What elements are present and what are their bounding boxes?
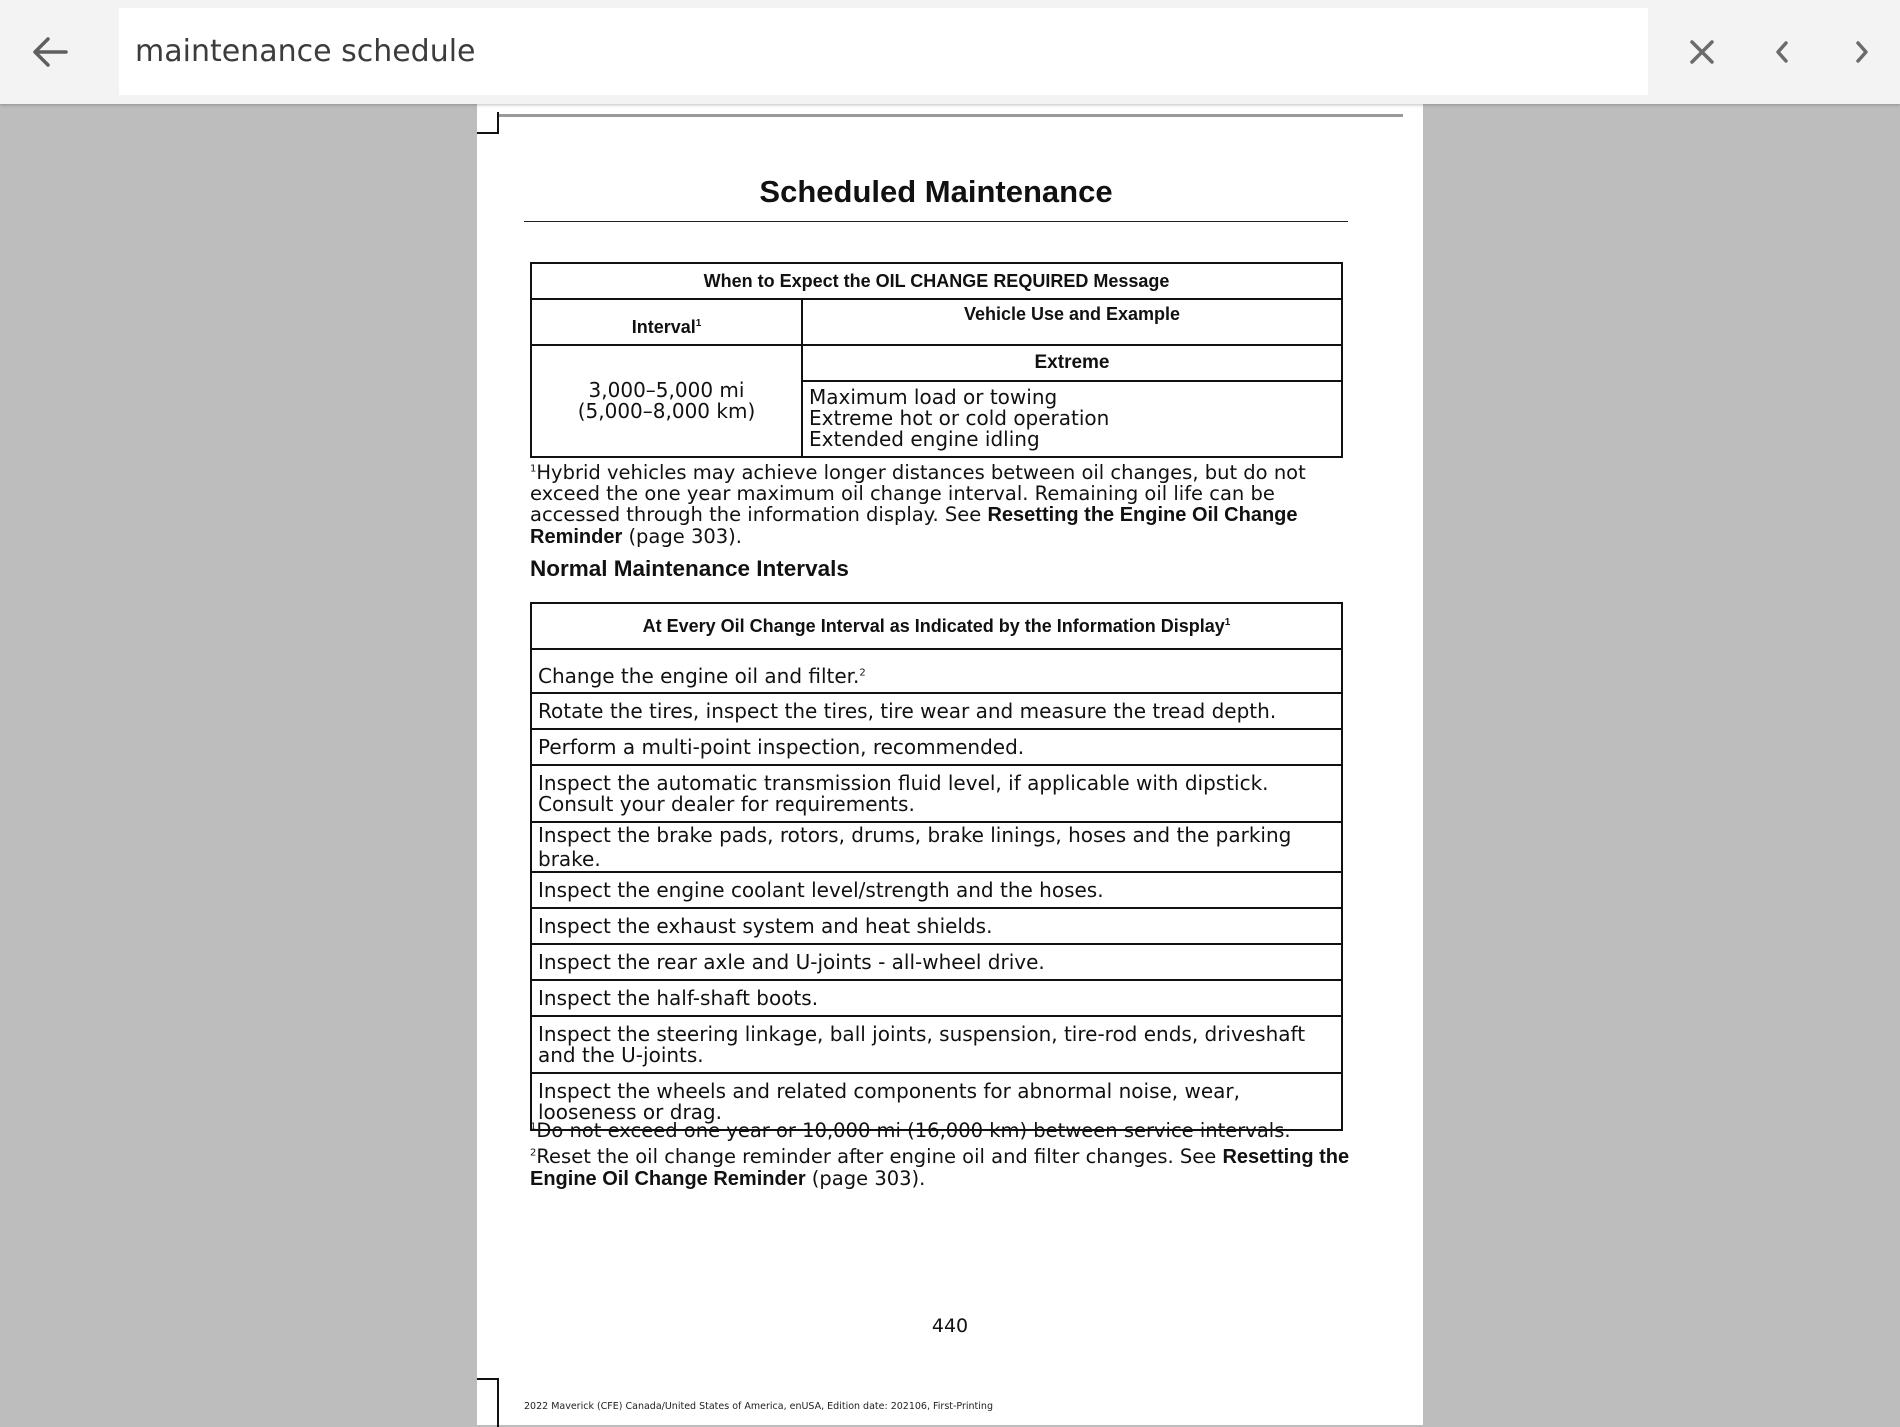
table-row: Rotate the tires, inspect the tires, tire wear and measure the tread depth.: [531, 693, 1342, 729]
footnote-marker: 1: [1224, 616, 1231, 628]
table-row: Inspect the exhaust system and heat shields.: [531, 908, 1342, 944]
interval-table-header-label: At Every Oil Change Interval as Indicated by the Information Display: [642, 615, 1225, 636]
footnote-text: Hybrid vehicles may achieve longer distances between oil changes, but do not exceed the one year maximum oil change interval. Remaining oil life can be accessed through the information display. See: [530, 461, 1306, 526]
interval-miles: 3,000–5,000 mi: [588, 378, 745, 402]
chevron-left-icon: [1773, 39, 1791, 65]
footnote-marker: 2: [859, 667, 866, 679]
footnote-marker: 1: [695, 318, 702, 329]
table-row: Inspect the engine coolant level/strength and the hoses.: [531, 872, 1342, 908]
crop-mark: [477, 112, 499, 134]
table-row: Inspect the half-shaft boots.: [531, 980, 1342, 1016]
example-item: Maximum load or towing: [809, 385, 1058, 409]
close-icon: [1689, 39, 1715, 65]
interval-cell: [531, 345, 802, 457]
footnote-text: Do not exceed one year or 10,000 mi (16,000 km) between service intervals.: [536, 1119, 1291, 1142]
previous-match-button[interactable]: [1756, 26, 1808, 78]
oil-table-footnote: [530, 462, 1350, 548]
maintenance-interval-table: [530, 602, 1343, 1131]
interval-footnote-2: [530, 1146, 1350, 1190]
interval-km: (5,000–8,000 km): [577, 399, 756, 423]
search-box[interactable]: [119, 8, 1648, 95]
table-row: Inspect the wheels and related components for abnormal noise, wear, looseness or drag.: [531, 1073, 1342, 1130]
table-row: [531, 649, 1342, 693]
page-number: 440: [931, 1315, 969, 1337]
example-item: Extreme hot or cold operation: [809, 406, 1110, 430]
next-match-button[interactable]: [1836, 26, 1888, 78]
footnote-marker: 1: [530, 1121, 537, 1133]
table-row-text: Change the engine oil and filter.: [538, 664, 860, 688]
table-caption: When to Expect the OIL CHANGE REQUIRED Message: [531, 263, 1342, 299]
column-header-vehicle-use: Vehicle Use and Example: [802, 299, 1342, 345]
back-button[interactable]: [24, 26, 76, 78]
find-toolbar: [0, 0, 1900, 104]
previous-page-edge: [497, 104, 1403, 117]
cross-reference-link[interactable]: Resetting the Engine Oil Change Reminder: [530, 504, 1298, 548]
table-row: Inspect the steering linkage, ball joints, suspension, tire-rod ends, driveshaft and the U-joints.: [531, 1016, 1342, 1073]
table-row: Inspect the automatic transmission fluid level, if applicable with dipstick. Consult your dealer for requirements.: [531, 765, 1342, 822]
document-page: [477, 104, 1423, 1425]
section-heading: Normal Maintenance Intervals: [530, 556, 849, 581]
search-input[interactable]: [133, 33, 1617, 70]
column-header-interval: [531, 299, 802, 345]
clear-search-button[interactable]: [1676, 26, 1728, 78]
table-row: Inspect the brake pads, rotors, drums, brake linings, hoses and the parking brake.: [531, 822, 1342, 872]
title-divider: [524, 221, 1348, 222]
cross-reference-link[interactable]: Resetting the Engine Oil Change Reminder: [530, 1146, 1350, 1190]
example-item: Extended engine idling: [809, 427, 1040, 451]
footnote-text: Reset the oil change reminder after engine oil and filter changes. See: [536, 1145, 1223, 1168]
chevron-right-icon: [1853, 39, 1871, 65]
table-row: Inspect the rear axle and U-joints - all-wheel drive.: [531, 944, 1342, 980]
category-cell: Extreme: [802, 345, 1342, 381]
oil-change-table: [530, 262, 1343, 458]
column-header-interval-label: Interval: [631, 317, 696, 337]
interval-footnote-1: [530, 1120, 1350, 1141]
table-row: Perform a multi-point inspection, recommended.: [531, 729, 1342, 765]
examples-cell: [802, 381, 1342, 457]
footnote-marker: 2: [530, 1147, 537, 1159]
edition-line: 2022 Maverick (CFE) Canada/United States of America, enUSA, Edition date: 202106, First-Printing: [524, 1401, 993, 1412]
crop-mark: [477, 1378, 499, 1427]
footnote-marker: 1: [530, 463, 537, 475]
interval-table-header: [531, 603, 1342, 649]
page-title: Scheduled Maintenance: [759, 174, 1113, 209]
footnote-page-ref: (page 303).: [805, 1167, 926, 1190]
arrow-left-icon: [32, 36, 68, 68]
footnote-page-ref: (page 303).: [622, 525, 742, 548]
